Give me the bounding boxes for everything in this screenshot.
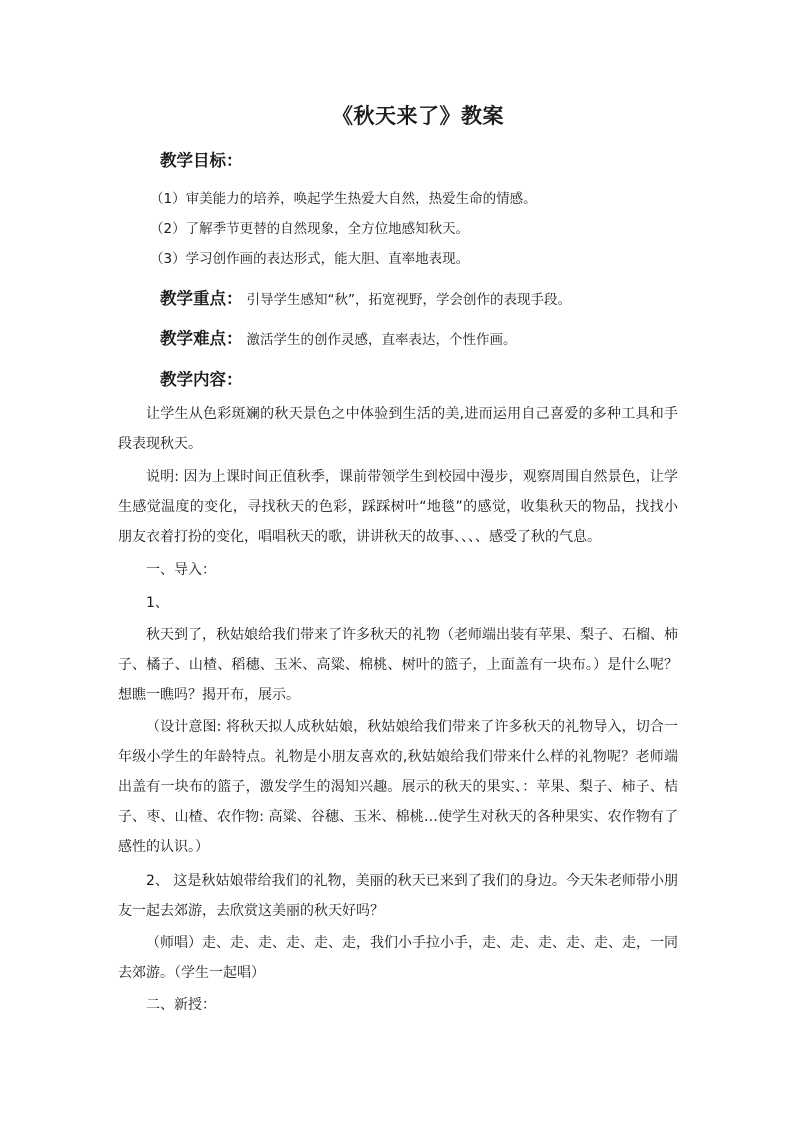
paragraph-gifts: 秋天到了，秋姑娘给我们带来了许多秋天的礼物（老师端出装有苹果、梨子、石榴、柿子、橘子、山楂、稻穗、玉米、高粱、棉桃、树叶的篮子，上面盖有一块布。）是什么呢？想瞧一瞧吗？揭开布，展示。 [118, 627, 678, 703]
paragraph-song: （师唱）走、走、走、走、走、走，我们小手拉小手，走、走、走、走、走、走，一同去郊游。（学生一起唱） [118, 935, 678, 981]
paragraph-step-two: 2、 这是秋姑娘带给我们的礼物，美丽的秋天已来到了我们的身边。今天朱老师带小朋友一起去郊游，去欣赏这美丽的秋天好吗？ [118, 873, 678, 919]
objective-item: （1）审美能力的培养，唤起学生热爱大自然，热爱生命的情感。 [150, 191, 537, 207]
key-point-heading: 教学重点： [160, 289, 243, 308]
objectives-heading: 教学目标： [160, 151, 243, 170]
paragraph-explanation: 说明: 因为上课时间正值秋季，课前带领学生到校园中漫步，观察周围自然景色，让学生感觉温度的变化，寻找秋天的色彩，踩踩树叶“地毯”的感觉，收集秋天的物品，找找小朋友衣着打扮的变化，唱唱秋天的歌，讲讲秋天的故事、、、、感受了秋的气息。 [118, 469, 678, 545]
paragraph-intro: 让学生从色彩斑斓的秋天景色之中体验到生活的美,进而运用自己喜爱的多种工具和手段表现秋天。 [118, 406, 678, 452]
difficulty-text: 激活学生的创作灵感，直率表达，个性作画。 [246, 332, 517, 348]
paragraph-design-intent: （设计意图: 将秋天拟人成秋姑娘，秋姑娘给我们带来了许多秋天的礼物导入，切合一年级小学生的年龄特点。礼物是小朋友喜欢的,秋姑娘给我们带来什么样的礼物呢？老师端出盖有一块布的篮子，激发学生的渴知兴趣。展示的秋天的果实、：苹果、梨子、柿子、桔子、枣、山楂、农作物: 高粱、谷穗、玉米、棉桃…使学生对秋天的各种果实、农作物有了感性的认识。） [118, 719, 678, 855]
section-heading-intro: 一、导入： [146, 562, 216, 578]
key-point-section [160, 285, 571, 309]
document-title: 《秋天来了》教案 [332, 104, 504, 128]
difficulty-heading: 教学难点： [160, 329, 243, 348]
objective-item: （3）学习创作画的表达形式，能大胆、直率地表现。 [150, 251, 470, 267]
difficulty-section [160, 325, 517, 349]
content-section [160, 366, 243, 390]
content-heading: 教学内容： [160, 370, 243, 389]
section-heading-new: 二、新授： [146, 997, 216, 1013]
key-point-text: 引导学生感知“秋”，拓宽视野，学会创作的表现手段。 [246, 292, 571, 308]
step-number: 1、 [146, 595, 169, 611]
objectives-section [160, 147, 243, 171]
objective-item: （2）了解季节更替的自然现象，全方位地感知秋天。 [150, 221, 470, 237]
